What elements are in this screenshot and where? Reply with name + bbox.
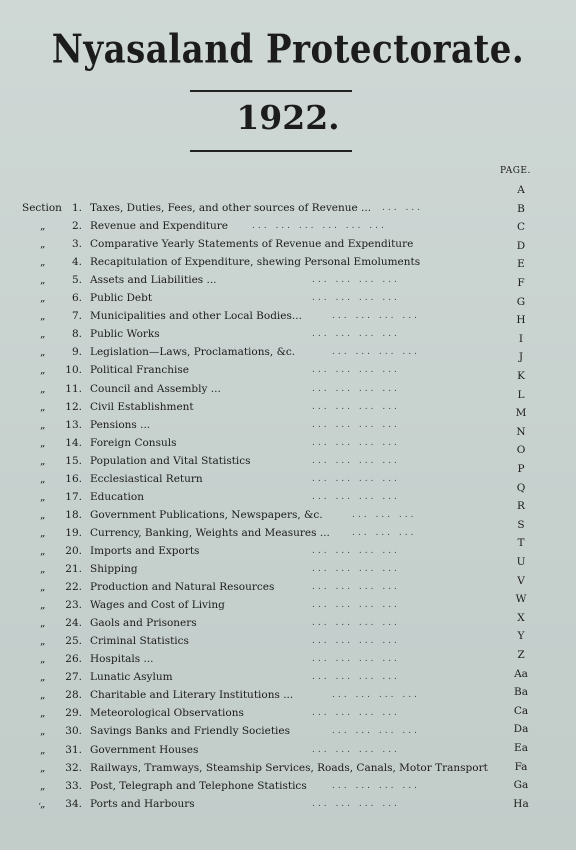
ditto-mark: „ [40, 220, 46, 233]
section-title: Railways, Tramways, Steamship Services, Roads, Canals, Motor Transport [90, 761, 488, 774]
section-number: 23. [65, 599, 82, 612]
page-letter: D [516, 239, 526, 252]
page-letter: Ba [514, 686, 528, 699]
ditto-mark: „ [40, 563, 46, 575]
section-number: 3. [71, 238, 82, 251]
section-number: 14. [65, 436, 82, 449]
title-rule-bottom [190, 150, 352, 152]
contents-entry [0, 202, 576, 220]
contents-entry [0, 274, 576, 292]
ditto-mark: „ [40, 671, 46, 684]
ditto-mark: „ [40, 382, 46, 395]
contents-entry [0, 256, 576, 274]
leader-dots: ... ... ... ... [312, 419, 400, 430]
contents-entry [0, 419, 576, 437]
contents-entry [0, 509, 576, 527]
leader-dots: ... ... ... ... [312, 582, 400, 593]
ditto-mark: „ [40, 707, 46, 720]
page-letter: L [517, 388, 525, 401]
section-number: 31. [65, 743, 82, 756]
contents-entry [0, 346, 576, 364]
page-letter: J [518, 351, 524, 364]
leader-dots: ... ... ... ... [312, 636, 400, 647]
ditto-mark: „ [40, 544, 46, 557]
section-number: 6. [71, 292, 82, 305]
section-number: 21. [65, 563, 82, 575]
page-letter: N [516, 425, 526, 438]
section-title: Comparative Yearly Statements of Revenue and Expenditure [90, 238, 414, 251]
leader-dots: ... ... ... ... [312, 437, 400, 448]
ditto-mark: „ [40, 400, 46, 413]
section-number: 28. [65, 689, 82, 702]
section-title: Ports and Harbours [90, 797, 195, 810]
contents-entry [0, 292, 576, 310]
section-title: Hospitals ... [90, 653, 154, 666]
page-letter: E [517, 258, 525, 271]
leader-dots: ... ... ... ... [312, 473, 400, 484]
contents-entry [0, 437, 576, 455]
section-number: 13. [65, 418, 82, 431]
contents-entry [0, 328, 576, 346]
ditto-mark: „ [40, 689, 46, 702]
section-title: Government Publications, Newspapers, &c. [90, 508, 323, 521]
section-title: Foreign Consuls [90, 436, 177, 449]
section-title: Production and Natural Resources [90, 581, 275, 594]
ditto-mark: „ [40, 508, 46, 521]
leader-dots: ... ... ... ... [312, 401, 400, 412]
contents-entry [0, 671, 576, 689]
leader-dots: ... ... ... ... [312, 618, 400, 629]
contents-entry [0, 364, 576, 382]
ditto-mark: „ [40, 635, 46, 648]
leader-dots: ... ... ... ... [312, 275, 400, 286]
ditto-mark: „ [40, 274, 46, 287]
page-letter: H [516, 314, 526, 327]
page-letter: W [515, 593, 527, 606]
section-title: Political Franchise [90, 364, 190, 377]
section-title: Education [90, 490, 144, 503]
section-title: Government Houses [90, 743, 199, 756]
section-number: 8. [71, 328, 82, 341]
page-letter: G [516, 295, 526, 308]
section-title: Post, Telegraph and Telephone Statistics [90, 779, 307, 792]
page-letter: Y [517, 630, 525, 643]
page-letter: Ea [514, 742, 528, 754]
leader-dots: ... ... ... ... [312, 293, 400, 304]
leader-dots: ... ... ... ... [312, 545, 400, 556]
contents-entry [0, 599, 576, 617]
leader-dots: ... ... ... ... [332, 780, 420, 791]
section-title: Shipping [90, 563, 138, 575]
page-letter: R [517, 500, 525, 513]
leader-dots: ... ... ... ... [332, 347, 420, 358]
section-title: Criminal Statistics [90, 635, 189, 648]
contents-entry [0, 635, 576, 653]
page-letter: A [517, 184, 525, 196]
ditto-mark: „ [40, 238, 46, 251]
contents-entry [0, 545, 576, 563]
page-letter: P [517, 463, 525, 475]
contents-entry [0, 581, 576, 599]
section-number: 24. [65, 617, 82, 630]
ditto-mark: „ [40, 797, 46, 810]
leader-dots: ... ... ... ... [332, 690, 420, 701]
ditto-mark: „ [40, 436, 46, 449]
ditto-mark: „ [40, 310, 46, 323]
page-letter: K [517, 370, 525, 382]
section-title: Lunatic Asylum [90, 671, 173, 684]
section-number: 30. [65, 725, 82, 738]
ditto-mark: „ [40, 256, 46, 269]
contents-entry [0, 220, 576, 238]
page-letter: Aa [514, 667, 528, 680]
section-number: 4. [71, 256, 82, 269]
section-number: 5. [71, 274, 82, 287]
contents-entry [0, 238, 576, 256]
ditto-mark: „ [40, 328, 46, 341]
section-number: 29. [65, 707, 82, 720]
page-column-label: PAGE. [500, 166, 531, 176]
leader-dots: ... ... ... ... [312, 672, 400, 683]
page-letter: C [516, 221, 526, 234]
section-title: Meteorological Observations [90, 707, 244, 720]
section-title: Savings Banks and Friendly Societies [90, 725, 290, 738]
ditto-mark: „ [40, 743, 46, 756]
page-letter: X [517, 611, 525, 624]
page-letter: O [516, 444, 526, 457]
section-title: Currency, Banking, Weights and Measures ... [90, 526, 330, 539]
leader-dots: ... ... ... ... [312, 798, 400, 809]
leader-dots: ... ... ... ... [312, 383, 400, 394]
section-title: Wages and Cost of Living [90, 599, 225, 612]
section-title: Charitable and Literary Institutions ... [90, 689, 294, 702]
section-number: 9. [71, 346, 82, 359]
title-rule-top [190, 90, 352, 92]
page-letter: B [517, 202, 525, 215]
section-title: Council and Assembly ... [90, 382, 221, 395]
section-title: Taxes, Duties, Fees, and other sources of Revenue ... [90, 202, 372, 214]
section-number: 18. [65, 508, 82, 521]
page-title: Nyasaland Protectorate. [51, 27, 525, 73]
contents-entry [0, 798, 576, 816]
page-letter: Z [517, 649, 525, 661]
year-heading: 1922. [236, 98, 340, 137]
ditto-mark: „ [40, 581, 46, 594]
section-number: 20. [65, 544, 82, 557]
section-title: Recapitulation of Expenditure, shewing Personal Emoluments [90, 256, 421, 269]
leader-dots: ... ... ... ... [312, 491, 400, 502]
ditto-mark: „ [40, 779, 46, 792]
page-letter: U [516, 556, 526, 568]
page-letter: Ga [513, 779, 529, 792]
contents-entry [0, 704, 576, 725]
page-letter: S [517, 518, 525, 531]
contents-entry [0, 780, 576, 798]
ditto-mark: „ [40, 292, 46, 305]
ditto-mark: „ [40, 725, 46, 738]
leader-dots: ... ... ... [352, 527, 417, 538]
leader-dots: ... ... ... ... [312, 708, 400, 719]
section-title: Public Debt [90, 292, 153, 305]
section-title: Pensions ... [90, 418, 151, 431]
section-number: 1. [71, 202, 82, 214]
leader-dots: ... ... ... ... [332, 311, 420, 322]
section-number: 19. [65, 526, 82, 539]
page-letter: Da [513, 723, 529, 736]
section-title: Ecclesiastical Return [90, 472, 203, 485]
page-letter: Q [516, 481, 526, 494]
section-number: 26. [65, 653, 82, 666]
page-letter: V [517, 574, 525, 587]
section-number: 7. [71, 310, 82, 323]
section-title: Municipalities and other Local Bodies... [90, 310, 302, 323]
ditto-mark: „ [40, 472, 46, 485]
leader-dots: ... ... ... ... [312, 744, 400, 755]
section-number: 16. [65, 472, 82, 485]
page-letter: F [517, 277, 525, 289]
ditto-mark: „ [40, 526, 46, 539]
section-number: 34. [65, 797, 82, 810]
section-title: Imports and Exports [90, 544, 200, 557]
margin-mark: ‘ [38, 802, 42, 813]
leader-dots: ... ... ... ... [332, 726, 420, 737]
contents-entry [0, 491, 576, 509]
page-letter: Fa [514, 760, 528, 773]
ditto-mark: „ [40, 617, 46, 630]
page-letter: Ha [513, 797, 529, 810]
page-letter: M [515, 407, 527, 420]
section-number: 25. [65, 635, 82, 648]
leader-dots: ... ... ... ... [312, 455, 400, 466]
section-number: 11. [65, 382, 82, 395]
section-label: Section [22, 202, 62, 214]
section-title: Revenue and Expenditure [90, 220, 229, 233]
section-title: Gaols and Prisoners [90, 617, 197, 630]
section-number: 12. [65, 400, 82, 413]
contents-entry [0, 473, 576, 491]
contents-entry [0, 383, 576, 401]
contents-entry [0, 653, 576, 671]
section-number: 27. [65, 671, 82, 684]
contents-entry [0, 310, 576, 328]
contents-entry [0, 762, 576, 780]
leader-dots: ... ... ... ... [312, 654, 400, 665]
section-title: Civil Establishment [90, 400, 194, 413]
section-number: 15. [65, 454, 82, 467]
section-title: Population and Vital Statistics [90, 454, 251, 467]
leader-dots: ... ... ... ... [312, 365, 400, 376]
page-letter: T [517, 537, 525, 550]
section-title: Assets and Liabilities ... [90, 274, 217, 287]
ditto-mark: „ [40, 454, 46, 467]
ditto-mark: „ [40, 599, 46, 612]
section-number: 17. [65, 490, 82, 503]
contents-entry [0, 527, 576, 545]
page-letter: Ca [513, 704, 529, 717]
ditto-mark: „ [40, 346, 46, 359]
section-number: 33. [65, 779, 82, 792]
section-title: Public Works [90, 328, 160, 341]
contents-entry [0, 617, 576, 635]
page-letter: I [518, 332, 524, 345]
leader-dots: ... ... ... [352, 509, 417, 520]
section-number: 2. [71, 220, 82, 233]
ditto-mark: „ [40, 364, 46, 377]
ditto-mark: „ [40, 418, 46, 431]
contents-entry [0, 725, 576, 743]
leader-dots: ... ... ... ... ... ... [252, 221, 387, 232]
ditto-mark: „ [40, 653, 46, 666]
contents-entry [0, 401, 576, 419]
section-number: 22. [65, 581, 82, 594]
contents-entry [0, 563, 576, 581]
section-number: 32. [65, 761, 82, 774]
leader-dots: ... ... ... ... [312, 564, 400, 574]
section-number: 10. [65, 364, 82, 377]
ditto-mark: „ [40, 490, 46, 503]
leader-dots: ... ... [382, 203, 424, 213]
ditto-mark: „ [40, 761, 46, 774]
leader-dots: ... ... ... ... [312, 329, 400, 340]
contents-entry [0, 689, 576, 707]
contents-entry [0, 455, 576, 473]
leader-dots: ... ... ... ... [312, 600, 400, 611]
section-title: Legislation—Laws, Proclamations, &c. [90, 346, 296, 359]
contents-entry [0, 744, 576, 762]
